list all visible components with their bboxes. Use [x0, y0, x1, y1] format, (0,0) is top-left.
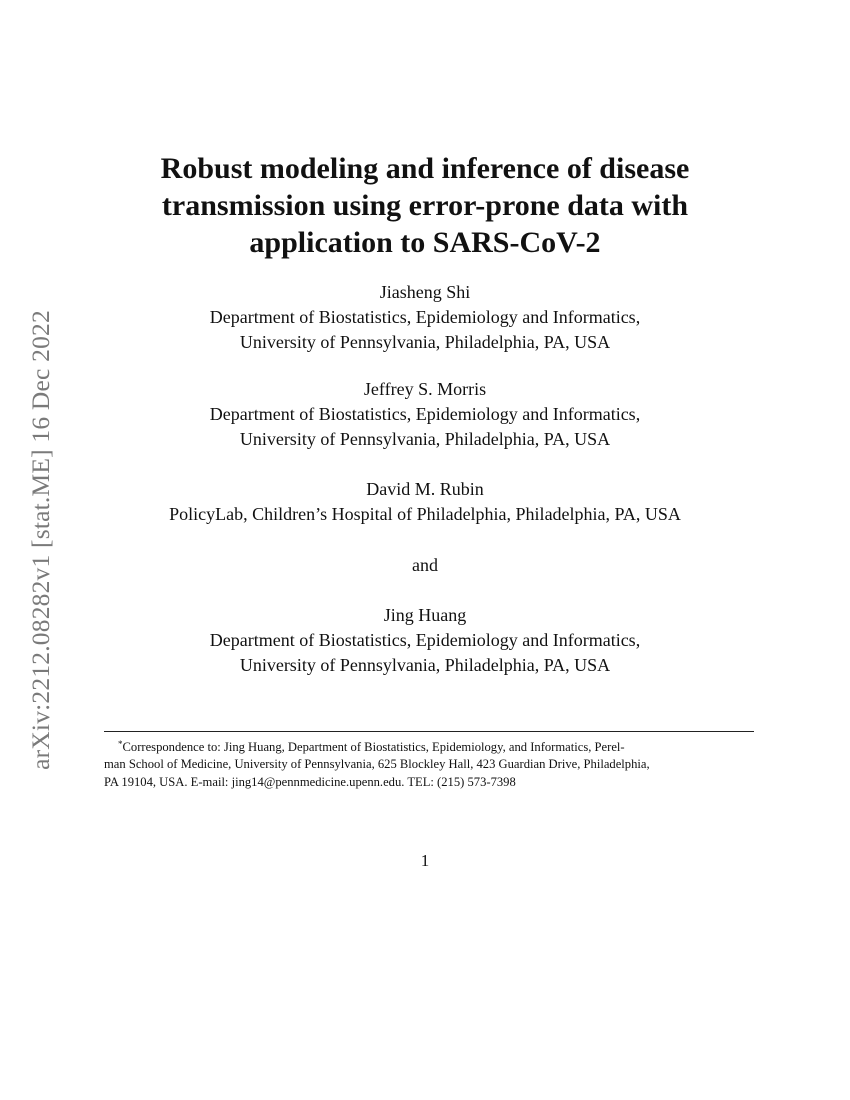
author-affiliation-line: PolicyLab, Children’s Hospital of Philadelphia, Philadelphia, PA, USA	[169, 504, 681, 524]
paper-title	[0, 150, 850, 261]
footnote-line: PA 19104, USA. E-mail: jing14@pennmedicine.upenn.edu. TEL: (215) 573-7398	[104, 774, 516, 789]
author-affiliation-line: University of Pennsylvania, Philadelphia, PA, USA	[239, 429, 611, 449]
author-block-huang	[0, 603, 850, 678]
author-affiliation-line: Department of Biostatistics, Epidemiology and Informatics,	[209, 404, 641, 424]
author-name: Jing Huang	[383, 605, 467, 625]
author-name: Jiasheng Shi	[379, 282, 471, 302]
title-line: transmission using error-prone data with	[161, 189, 689, 222]
correspondence-footnote	[104, 736, 754, 791]
author-name: Jeffrey S. Morris	[363, 379, 487, 399]
footnote-rule	[104, 731, 754, 732]
author-block-rubin	[0, 477, 850, 527]
footnote-line: man School of Medicine, University of Pennsylvania, 625 Blockley Hall, 423 Guardian Drive, Philadelphia,	[104, 757, 650, 772]
author-affiliation-line: Department of Biostatistics, Epidemiology and Informatics,	[209, 307, 641, 327]
author-affiliation-line: University of Pennsylvania, Philadelphia, PA, USA	[239, 332, 611, 352]
author-name: David M. Rubin	[366, 479, 484, 499]
page-number: 1	[420, 851, 430, 870]
author-block-shi	[0, 280, 850, 355]
footnote-marker: *	[118, 739, 123, 749]
footnote-line	[104, 736, 754, 756]
title-line: Robust modeling and inference of disease	[160, 152, 690, 185]
author-affiliation-line: University of Pennsylvania, Philadelphia, PA, USA	[239, 655, 611, 675]
author-block-morris	[0, 377, 850, 452]
title-line: application to SARS-CoV-2	[249, 226, 601, 259]
author-affiliation-line: Department of Biostatistics, Epidemiology and Informatics,	[209, 630, 641, 650]
arxiv-identifier-stamp: arXiv:2212.08282v1 [stat.ME] 16 Dec 2022	[26, 310, 55, 770]
footnote-text: Correspondence to: Jing Huang, Department of Biostatistics, Epidemiology, and Informatics, Perel-	[122, 740, 625, 754]
author-separator: and	[412, 555, 438, 575]
